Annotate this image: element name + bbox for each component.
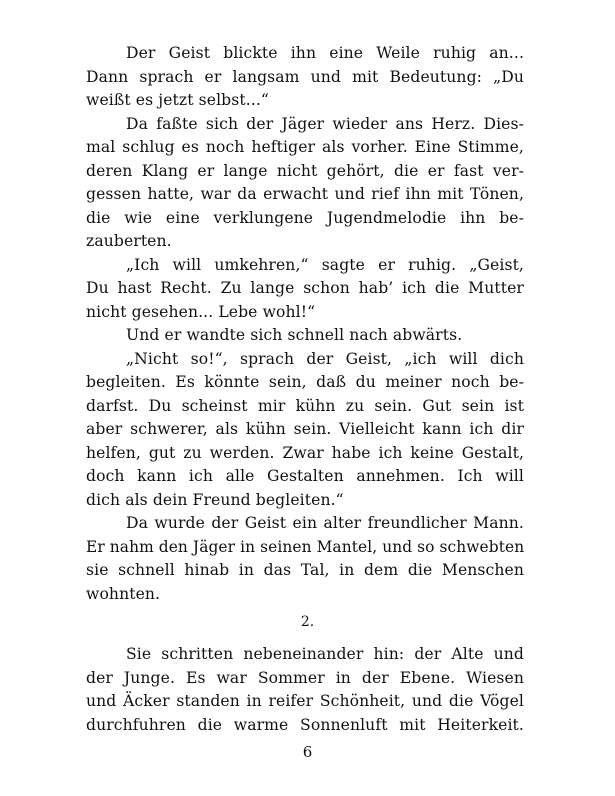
section-number: 2. bbox=[300, 614, 315, 630]
text-line: deren Klang er lange nicht gehört, die er fast ver- bbox=[86, 161, 524, 180]
text-line: helfen, gut zu werden. Zwar habe ich keine Gestalt, bbox=[86, 443, 524, 462]
text-line: wohnten. bbox=[86, 584, 161, 603]
paragraph bbox=[86, 113, 524, 254]
text-line: Er nahm den Jäger in seinen Mantel, und so schwebten bbox=[86, 537, 525, 556]
text-line: „Ich will umkehren,“ sagte er ruhig. „Geist, bbox=[126, 255, 524, 274]
page-number: 6 bbox=[302, 743, 313, 761]
paragraph bbox=[86, 643, 524, 737]
text-line: der Junge. Es war Sommer in der Ebene. Wiesen bbox=[86, 668, 524, 687]
text-line: weißt es jetzt selbst...“ bbox=[86, 91, 269, 109]
text-line: Da wurde der Geist ein alter freundlicher Mann. bbox=[126, 514, 524, 532]
paragraph bbox=[86, 348, 524, 513]
text-line: „Nicht so!“, sprach der Geist, „ich will dich bbox=[126, 349, 524, 368]
paragraph bbox=[86, 254, 524, 325]
text-block-top bbox=[86, 42, 524, 606]
text-line: die wie eine verklungene Jugendmelodie ihn be- bbox=[86, 208, 524, 227]
text-line: sie schnell hinab in das Tal, in dem die Menschen bbox=[86, 561, 524, 579]
text-line: darfst. Du scheinst mir kühn zu sein. Gut sein ist bbox=[86, 396, 524, 415]
paragraph bbox=[86, 512, 524, 606]
paragraph bbox=[86, 324, 524, 348]
text-line: Dann sprach er langsam und mit Bedeutung: „Du bbox=[86, 67, 524, 86]
text-line: gessen hatte, war da erwacht und rief ihn mit Tönen, bbox=[86, 185, 524, 203]
text-line: Sie schritten nebeneinander hin: der Alte und bbox=[126, 645, 524, 663]
text-line: und Äcker standen in reifer Schönheit, und die Vögel bbox=[86, 692, 524, 710]
text-line: mal schlug es noch heftiger als vorher. Eine Stimme, bbox=[86, 138, 524, 156]
text-line: doch kann ich alle Gestalten annehmen. Ich will bbox=[86, 467, 524, 485]
text-line: durchfuhren die warme Sonnenluft mit Heiterkeit. bbox=[86, 715, 524, 734]
text-line: dich als dein Freund begleiten.“ bbox=[86, 490, 344, 509]
text-block-bottom bbox=[86, 643, 524, 737]
text-line: nicht gesehen... Lebe wohl!“ bbox=[86, 302, 316, 321]
text-line: Und er wandte sich schnell nach abwärts. bbox=[126, 326, 463, 344]
text-line: begleiten. Es könnte sein, daß du meiner noch be- bbox=[86, 373, 524, 391]
text-line: Da faßte sich der Jäger wieder ans Herz. Dies- bbox=[126, 114, 524, 133]
text-line: Der Geist blickte ihn eine Weile ruhig an... bbox=[126, 44, 524, 62]
paragraph bbox=[86, 42, 524, 113]
text-line: zauberten. bbox=[86, 232, 172, 250]
text-line: Du hast Recht. Zu lange schon hab’ ich die Mutter bbox=[86, 279, 524, 297]
text-line: aber schwerer, als kühn sein. Vielleicht kann ich dir bbox=[86, 420, 524, 438]
